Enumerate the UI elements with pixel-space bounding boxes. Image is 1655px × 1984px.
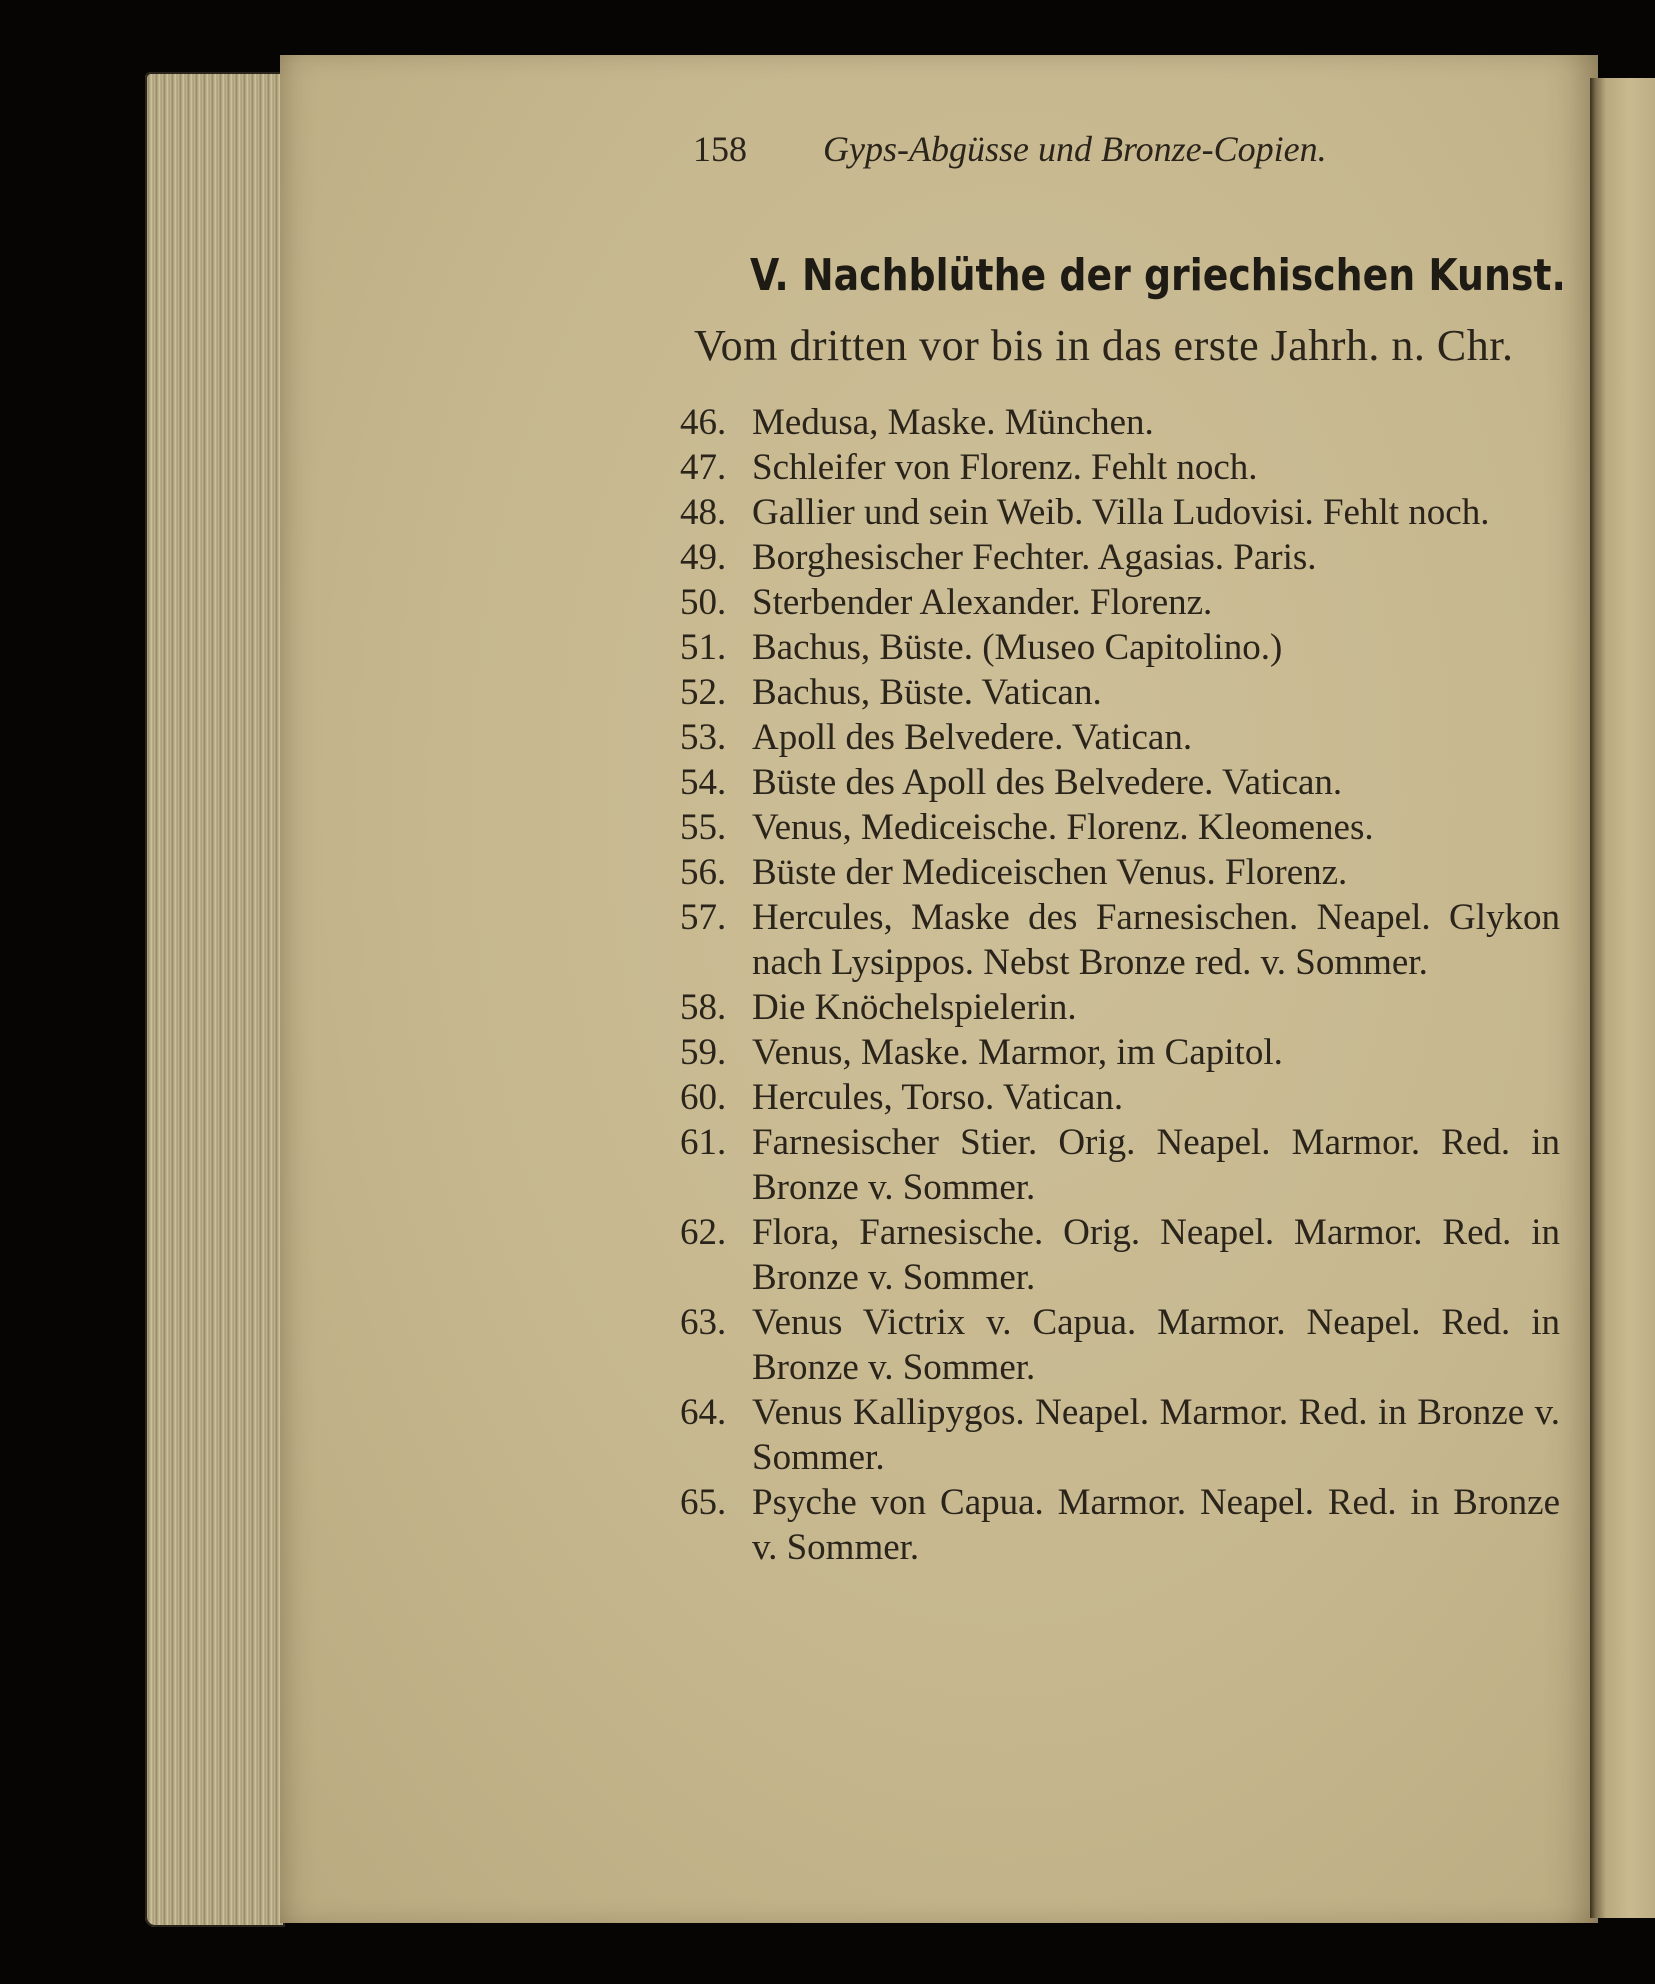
entry-number: 58. — [680, 987, 727, 1028]
list-item — [680, 895, 1560, 985]
list-item — [680, 490, 1560, 535]
list-item — [680, 670, 1560, 715]
running-title: Gyps-Abgüsse und Bronze-Copien. — [823, 129, 1327, 169]
entry-text: Farnesischer Stier. Orig. Neapel. Marmor. Red. in Bronze v. Sommer. — [752, 1122, 1560, 1208]
list-item — [680, 1390, 1560, 1480]
entry-text: Venus, Maske. Marmor, im Capitol. — [752, 1032, 1283, 1073]
catalogue-list — [680, 400, 1560, 1570]
entry-number: 59. — [680, 1032, 727, 1073]
entry-text: Medusa, Maske. München. — [752, 402, 1154, 443]
entry-number: 48. — [680, 492, 727, 533]
entry-number: 60. — [680, 1077, 727, 1118]
entry-number: 55. — [680, 807, 727, 848]
list-item — [680, 625, 1560, 670]
running-head — [693, 128, 1443, 178]
entry-text: Hercules, Torso. Vatican. — [752, 1077, 1124, 1118]
list-item — [680, 715, 1560, 760]
list-item — [680, 535, 1560, 580]
entry-text: Borghesischer Fechter. Agasias. Paris. — [752, 537, 1317, 578]
page-number: 158 — [693, 129, 747, 169]
list-item — [680, 1210, 1560, 1300]
section-title: V. Nachblüthe der griechischen Kunst. — [750, 250, 1566, 301]
next-page-gutter — [1590, 78, 1655, 1918]
list-item — [680, 400, 1560, 445]
list-item — [680, 850, 1560, 895]
entry-number: 64. — [680, 1392, 727, 1433]
entry-text: Gallier und sein Weib. Villa Ludovisi. Fehlt noch. — [752, 492, 1490, 533]
list-item — [680, 1075, 1560, 1120]
section-subtitle: Vom dritten vor bis in das erste Jahrh. n. Chr. — [694, 321, 1514, 370]
entry-number: 61. — [680, 1122, 727, 1163]
entry-number: 65. — [680, 1482, 727, 1523]
entry-text: Psyche von Capua. Marmor. Neapel. Red. in Bronze v. Sommer. — [752, 1482, 1560, 1568]
entry-number: 53. — [680, 717, 727, 758]
entry-text: Büste der Mediceischen Venus. Florenz. — [752, 852, 1348, 893]
entry-number: 54. — [680, 762, 727, 803]
entry-number: 56. — [680, 852, 727, 893]
entry-number: 62. — [680, 1212, 727, 1253]
entry-text: Apoll des Belvedere. Vatican. — [752, 717, 1193, 758]
entry-text: Venus Kallipygos. Neapel. Marmor. Red. in Bronze v. Sommer. — [752, 1392, 1560, 1478]
entry-number: 49. — [680, 537, 727, 578]
list-item — [680, 1030, 1560, 1075]
page-edges — [145, 72, 285, 1927]
entry-text: Venus, Mediceische. Florenz. Kleomenes. — [752, 807, 1374, 848]
list-item — [680, 805, 1560, 850]
entry-text: Büste des Apoll des Belvedere. Vatican. — [752, 762, 1343, 803]
list-item — [680, 760, 1560, 805]
entry-number: 46. — [680, 402, 727, 443]
entry-text: Venus Victrix v. Capua. Marmor. Neapel. Red. in Bronze v. Sommer. — [752, 1302, 1560, 1388]
list-item — [680, 1480, 1560, 1570]
list-item — [680, 445, 1560, 490]
list-item — [680, 580, 1560, 625]
entry-text: Schleifer von Florenz. Fehlt noch. — [752, 447, 1258, 488]
entry-text: Bachus, Büste. (Museo Capitolino.) — [752, 627, 1283, 668]
entry-number: 51. — [680, 627, 727, 668]
list-item — [680, 1120, 1560, 1210]
entry-text: Hercules, Maske des Farnesischen. Neapel. Glykon nach Lysippos. Nebst Bronze red. v. Sommer. — [752, 897, 1560, 983]
entry-number: 57. — [680, 897, 727, 938]
entry-text: Flora, Farnesische. Orig. Neapel. Marmor. Red. in Bronze v. Sommer. — [752, 1212, 1560, 1298]
entry-text: Bachus, Büste. Vatican. — [752, 672, 1102, 713]
entry-text: Sterbender Alexander. Florenz. — [752, 582, 1213, 623]
list-item — [680, 1300, 1560, 1390]
entry-number: 52. — [680, 672, 727, 713]
entry-number: 47. — [680, 447, 727, 488]
entry-number: 50. — [680, 582, 727, 623]
list-item — [680, 985, 1560, 1030]
entry-number: 63. — [680, 1302, 727, 1343]
entry-text: Die Knöchelspielerin. — [752, 987, 1077, 1028]
